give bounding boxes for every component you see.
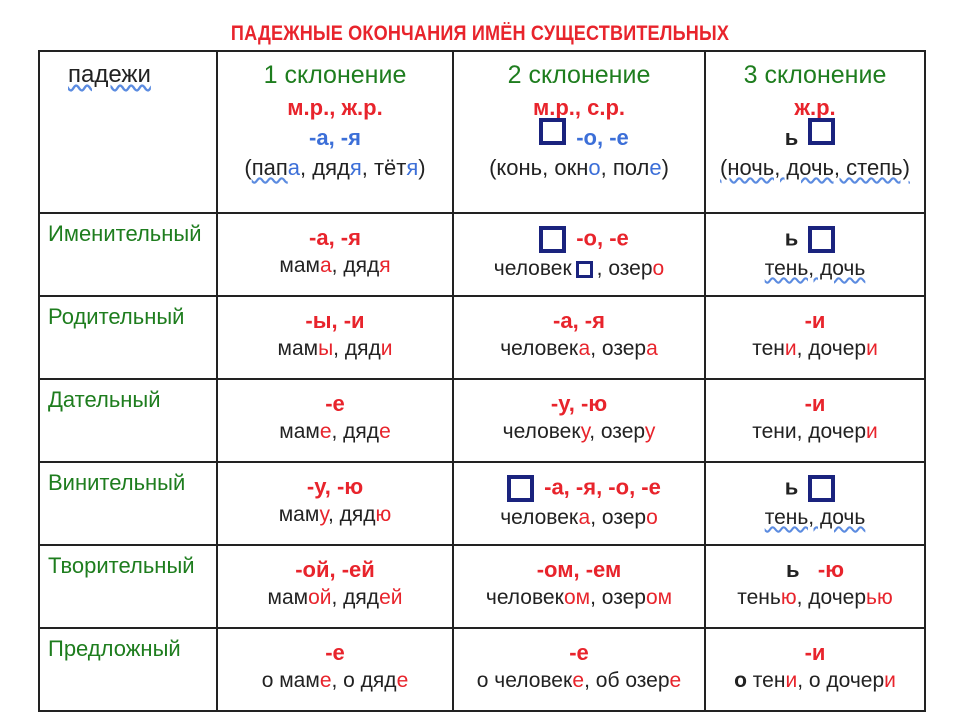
null-ending-square-icon [539, 118, 566, 145]
case-name: Предложный [39, 628, 217, 711]
ending-text: -а, -я [553, 308, 605, 333]
cell-d2 [453, 462, 705, 545]
example-text: человеком, озером [485, 586, 673, 610]
ending-text: -а, -я [309, 225, 361, 250]
example-text: тенью, дочерью [737, 586, 893, 610]
example-text: человеку, озеру [502, 420, 656, 444]
table-row [39, 628, 925, 711]
ending-text: -е [569, 640, 589, 665]
example-text: тень, дочь [764, 257, 866, 280]
declension-2-endings-row [454, 126, 704, 150]
ending-row: ь [706, 475, 924, 502]
cell-d3 [705, 462, 925, 545]
ending-row: -а, -я, -о, -е [454, 475, 704, 502]
ending-text: -и [804, 308, 826, 333]
null-ending-square-icon [507, 475, 534, 502]
header-cases-label [39, 51, 217, 213]
cell-d2 [453, 628, 705, 711]
example-text: о маме, о дяде [261, 669, 409, 693]
declension-2-examples: (конь, окно, поле) [489, 154, 669, 180]
declension-3-endings-row [706, 126, 924, 150]
ending-row: -о, -е [454, 226, 704, 253]
null-ending-square-icon [808, 118, 835, 145]
cell-d3 [705, 379, 925, 462]
ending-text: -е [325, 640, 345, 665]
null-ending-square-icon [808, 475, 835, 502]
cases-label-text: падежи [68, 61, 151, 88]
cell-d2 [453, 296, 705, 379]
declension-3-endings: ь [784, 124, 799, 150]
example-text: тени, дочери [752, 420, 878, 444]
ending-text: -ом, -ем [536, 557, 622, 582]
example-text: о человеке, об озере [476, 669, 682, 693]
cell-d3 [705, 545, 925, 628]
page-title: ПАДЕЖНЫЕ ОКОНЧАНИЯ ИМЁН СУЩЕСТВИТЕЛЬНЫХ [230, 22, 730, 45]
ending-text: -у, -ю [550, 391, 608, 416]
header-declension-2 [453, 51, 705, 213]
null-ending-square-icon [539, 226, 566, 253]
ending-row: ь -ю [786, 557, 844, 582]
case-name: Дательный [39, 379, 217, 462]
case-name: Винительный [39, 462, 217, 545]
cell-d2 [453, 213, 705, 296]
example-text: человека, озеро [500, 506, 658, 529]
cell-d1 [217, 545, 453, 628]
cell-d1 [217, 379, 453, 462]
table-row [39, 379, 925, 462]
cell-d1 [217, 296, 453, 379]
example-text: мама, дядя [279, 254, 391, 278]
case-name: Родительный [39, 296, 217, 379]
example-text: о тени, о дочери [734, 669, 896, 693]
ending-text: -и [804, 391, 826, 416]
table-row [39, 296, 925, 379]
table-row [39, 545, 925, 628]
example-text: человека, озера [500, 337, 658, 361]
ending-text: -е [325, 391, 345, 416]
cell-d2 [453, 379, 705, 462]
declension-1-name: 1 склонение [263, 61, 407, 89]
cell-d3 [705, 213, 925, 296]
declension-1-gender: м.р., ж.р. [287, 94, 383, 120]
declension-1-endings: -а, -я [309, 124, 361, 150]
null-ending-square-icon [808, 226, 835, 253]
cell-d1 [217, 628, 453, 711]
ending-text: -и [804, 640, 826, 665]
header-declension-1 [217, 51, 453, 213]
declension-3-gender: ж.р. [794, 94, 836, 120]
ending-row: ь [706, 226, 924, 253]
declension-2-endings: -о, -е [576, 124, 629, 150]
table-row [39, 462, 925, 545]
case-name: Именительный [39, 213, 217, 296]
null-ending-square-icon [576, 261, 593, 278]
cell-d1 [217, 213, 453, 296]
example-text: маме, дяде [279, 420, 391, 444]
table-header-row [39, 51, 925, 213]
cell-d1 [217, 462, 453, 545]
declension-3-examples: (ночь, дочь, степь) [720, 154, 910, 180]
declension-2-name: 2 склонение [507, 61, 651, 89]
example-text: мамы, дяди [277, 337, 393, 361]
example-text: мамой, дядей [267, 586, 403, 610]
declension-1-examples: (папа, дядя, тётя) [244, 154, 426, 180]
cell-d3 [705, 628, 925, 711]
example-text: тень, дочь [764, 506, 866, 529]
example-text: тени, дочери [752, 337, 878, 361]
header-declension-3 [705, 51, 925, 213]
cell-d2 [453, 545, 705, 628]
declension-table [38, 50, 926, 712]
example-text: человек , озеро [493, 257, 665, 280]
declension-3-name: 3 склонение [743, 61, 887, 89]
declension-2-gender: м.р., с.р. [532, 94, 626, 120]
ending-text: -у, -ю [306, 474, 364, 499]
cell-d3 [705, 296, 925, 379]
table-row [39, 213, 925, 296]
example-text: маму, дядю [278, 503, 392, 527]
case-name: Творительный [39, 545, 217, 628]
ending-text: -ой, -ей [295, 557, 375, 582]
ending-text: -ы, -и [305, 308, 365, 333]
